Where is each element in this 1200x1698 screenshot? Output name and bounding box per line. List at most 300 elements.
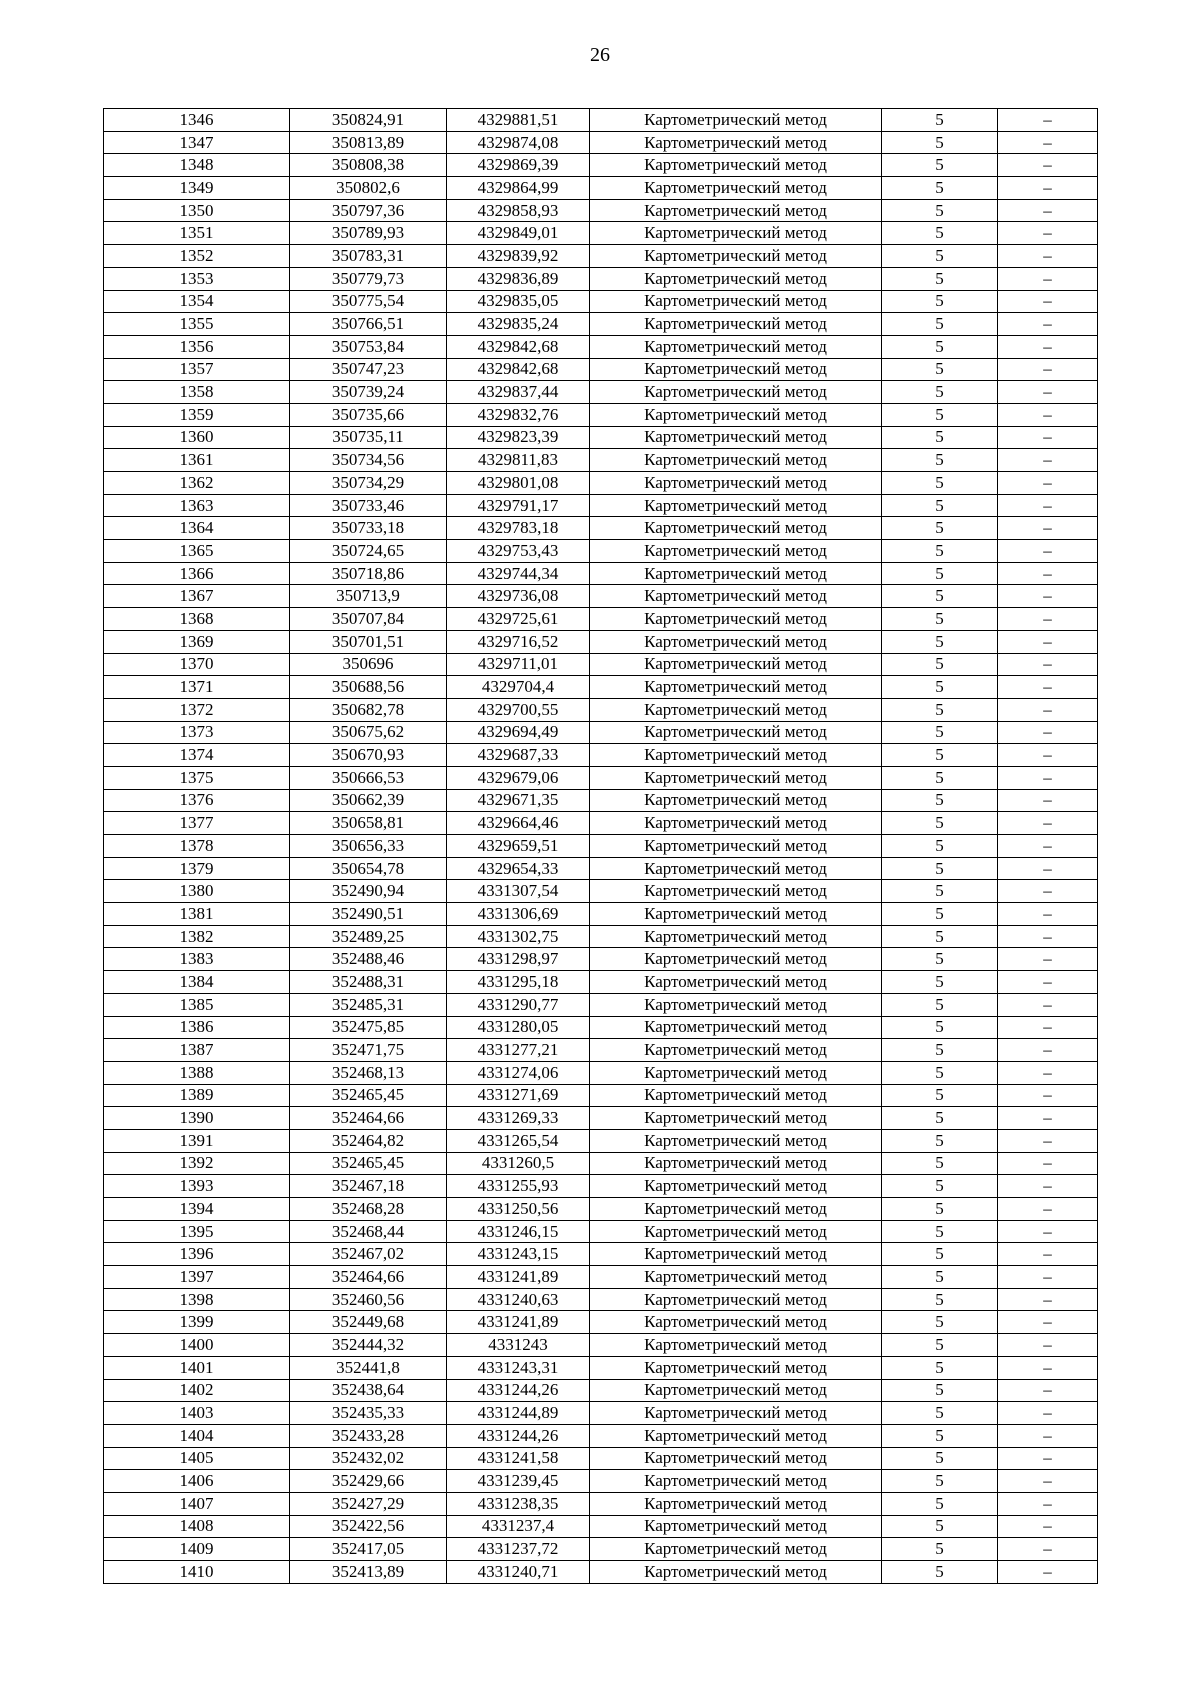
point-number-cell: 1404 bbox=[104, 1424, 290, 1447]
coordinates-table-body bbox=[104, 109, 1098, 1584]
point-number-cell: 1346 bbox=[104, 109, 290, 132]
y-coordinate-cell: 4329679,06 bbox=[447, 766, 590, 789]
y-coordinate-cell: 4329836,89 bbox=[447, 267, 590, 290]
table-row bbox=[104, 472, 1098, 495]
note-cell: – bbox=[998, 903, 1098, 926]
note-cell: – bbox=[998, 109, 1098, 132]
table-row bbox=[104, 403, 1098, 426]
y-coordinate-cell: 4331240,63 bbox=[447, 1288, 590, 1311]
accuracy-cell: 5 bbox=[882, 993, 998, 1016]
y-coordinate-cell: 4329753,43 bbox=[447, 540, 590, 563]
x-coordinate-cell: 350707,84 bbox=[290, 608, 447, 631]
point-number-cell: 1376 bbox=[104, 789, 290, 812]
table-row bbox=[104, 1424, 1098, 1447]
note-cell: – bbox=[998, 1492, 1098, 1515]
note-cell: – bbox=[998, 222, 1098, 245]
method-cell: Картометрический метод bbox=[590, 925, 882, 948]
method-cell: Картометрический метод bbox=[590, 403, 882, 426]
x-coordinate-cell: 352413,89 bbox=[290, 1561, 447, 1584]
x-coordinate-cell: 352427,29 bbox=[290, 1492, 447, 1515]
table-row bbox=[104, 1243, 1098, 1266]
note-cell: – bbox=[998, 1016, 1098, 1039]
x-coordinate-cell: 352464,82 bbox=[290, 1129, 447, 1152]
accuracy-cell: 5 bbox=[882, 1561, 998, 1584]
accuracy-cell: 5 bbox=[882, 1334, 998, 1357]
table-row bbox=[104, 1379, 1098, 1402]
accuracy-cell: 5 bbox=[882, 472, 998, 495]
method-cell: Картометрический метод bbox=[590, 1175, 882, 1198]
table-row bbox=[104, 857, 1098, 880]
y-coordinate-cell: 4331274,06 bbox=[447, 1061, 590, 1084]
method-cell: Картометрический метод bbox=[590, 1311, 882, 1334]
point-number-cell: 1406 bbox=[104, 1470, 290, 1493]
accuracy-cell: 5 bbox=[882, 1266, 998, 1289]
table-row bbox=[104, 1084, 1098, 1107]
note-cell: – bbox=[998, 1356, 1098, 1379]
note-cell: – bbox=[998, 993, 1098, 1016]
table-row bbox=[104, 1515, 1098, 1538]
note-cell: – bbox=[998, 1175, 1098, 1198]
x-coordinate-cell: 350735,11 bbox=[290, 426, 447, 449]
point-number-cell: 1410 bbox=[104, 1561, 290, 1584]
note-cell: – bbox=[998, 948, 1098, 971]
method-cell: Картометрический метод bbox=[590, 1561, 882, 1584]
table-row bbox=[104, 449, 1098, 472]
y-coordinate-cell: 4329744,34 bbox=[447, 562, 590, 585]
point-number-cell: 1373 bbox=[104, 721, 290, 744]
point-number-cell: 1383 bbox=[104, 948, 290, 971]
accuracy-cell: 5 bbox=[882, 335, 998, 358]
x-coordinate-cell: 352465,45 bbox=[290, 1152, 447, 1175]
note-cell: – bbox=[998, 472, 1098, 495]
table-row bbox=[104, 245, 1098, 268]
accuracy-cell: 5 bbox=[882, 653, 998, 676]
table-row bbox=[104, 1107, 1098, 1130]
note-cell: – bbox=[998, 1243, 1098, 1266]
accuracy-cell: 5 bbox=[882, 1243, 998, 1266]
note-cell: – bbox=[998, 1220, 1098, 1243]
y-coordinate-cell: 4329711,01 bbox=[447, 653, 590, 676]
method-cell: Картометрический метод bbox=[590, 1107, 882, 1130]
y-coordinate-cell: 4329842,68 bbox=[447, 358, 590, 381]
point-number-cell: 1381 bbox=[104, 903, 290, 926]
method-cell: Картометрический метод bbox=[590, 1492, 882, 1515]
method-cell: Картометрический метод bbox=[590, 199, 882, 222]
accuracy-cell: 5 bbox=[882, 1288, 998, 1311]
y-coordinate-cell: 4331298,97 bbox=[447, 948, 590, 971]
note-cell: – bbox=[998, 335, 1098, 358]
note-cell: – bbox=[998, 290, 1098, 313]
y-coordinate-cell: 4329783,18 bbox=[447, 517, 590, 540]
y-coordinate-cell: 4331260,5 bbox=[447, 1152, 590, 1175]
method-cell: Картометрический метод bbox=[590, 1016, 882, 1039]
note-cell: – bbox=[998, 1447, 1098, 1470]
point-number-cell: 1379 bbox=[104, 857, 290, 880]
x-coordinate-cell: 352485,31 bbox=[290, 993, 447, 1016]
point-number-cell: 1382 bbox=[104, 925, 290, 948]
x-coordinate-cell: 350797,36 bbox=[290, 199, 447, 222]
note-cell: – bbox=[998, 1470, 1098, 1493]
point-number-cell: 1380 bbox=[104, 880, 290, 903]
note-cell: – bbox=[998, 562, 1098, 585]
x-coordinate-cell: 352449,68 bbox=[290, 1311, 447, 1334]
accuracy-cell: 5 bbox=[882, 585, 998, 608]
x-coordinate-cell: 352433,28 bbox=[290, 1424, 447, 1447]
table-row bbox=[104, 880, 1098, 903]
accuracy-cell: 5 bbox=[882, 517, 998, 540]
method-cell: Картометрический метод bbox=[590, 971, 882, 994]
y-coordinate-cell: 4329835,24 bbox=[447, 313, 590, 336]
y-coordinate-cell: 4331269,33 bbox=[447, 1107, 590, 1130]
y-coordinate-cell: 4331280,05 bbox=[447, 1016, 590, 1039]
x-coordinate-cell: 352488,46 bbox=[290, 948, 447, 971]
point-number-cell: 1366 bbox=[104, 562, 290, 585]
y-coordinate-cell: 4331244,26 bbox=[447, 1379, 590, 1402]
y-coordinate-cell: 4331255,93 bbox=[447, 1175, 590, 1198]
method-cell: Картометрический метод bbox=[590, 1220, 882, 1243]
y-coordinate-cell: 4331306,69 bbox=[447, 903, 590, 926]
y-coordinate-cell: 4331271,69 bbox=[447, 1084, 590, 1107]
y-coordinate-cell: 4331243 bbox=[447, 1334, 590, 1357]
y-coordinate-cell: 4329874,08 bbox=[447, 131, 590, 154]
point-number-cell: 1372 bbox=[104, 698, 290, 721]
method-cell: Картометрический метод bbox=[590, 1198, 882, 1221]
accuracy-cell: 5 bbox=[882, 608, 998, 631]
accuracy-cell: 5 bbox=[882, 381, 998, 404]
table-row bbox=[104, 835, 1098, 858]
accuracy-cell: 5 bbox=[882, 177, 998, 200]
point-number-cell: 1401 bbox=[104, 1356, 290, 1379]
point-number-cell: 1374 bbox=[104, 744, 290, 767]
table-row bbox=[104, 925, 1098, 948]
accuracy-cell: 5 bbox=[882, 222, 998, 245]
method-cell: Картометрический метод bbox=[590, 222, 882, 245]
accuracy-cell: 5 bbox=[882, 154, 998, 177]
accuracy-cell: 5 bbox=[882, 857, 998, 880]
note-cell: – bbox=[998, 381, 1098, 404]
point-number-cell: 1385 bbox=[104, 993, 290, 1016]
note-cell: – bbox=[998, 1538, 1098, 1561]
x-coordinate-cell: 350779,73 bbox=[290, 267, 447, 290]
x-coordinate-cell: 350666,53 bbox=[290, 766, 447, 789]
x-coordinate-cell: 352417,05 bbox=[290, 1538, 447, 1561]
page-number: 26 bbox=[590, 44, 610, 66]
coordinates-table bbox=[103, 108, 1098, 1584]
x-coordinate-cell: 350682,78 bbox=[290, 698, 447, 721]
point-number-cell: 1387 bbox=[104, 1039, 290, 1062]
point-number-cell: 1408 bbox=[104, 1515, 290, 1538]
method-cell: Картометрический метод bbox=[590, 1084, 882, 1107]
method-cell: Картометрический метод bbox=[590, 948, 882, 971]
point-number-cell: 1368 bbox=[104, 608, 290, 631]
table-row bbox=[104, 993, 1098, 1016]
x-coordinate-cell: 350656,33 bbox=[290, 835, 447, 858]
method-cell: Картометрический метод bbox=[590, 1129, 882, 1152]
accuracy-cell: 5 bbox=[882, 1424, 998, 1447]
accuracy-cell: 5 bbox=[882, 403, 998, 426]
note-cell: – bbox=[998, 1561, 1098, 1584]
method-cell: Картометрический метод bbox=[590, 585, 882, 608]
table-row bbox=[104, 653, 1098, 676]
table-row bbox=[104, 698, 1098, 721]
x-coordinate-cell: 350739,24 bbox=[290, 381, 447, 404]
method-cell: Картометрический метод bbox=[590, 1379, 882, 1402]
table-row bbox=[104, 1288, 1098, 1311]
method-cell: Картометрический метод bbox=[590, 245, 882, 268]
method-cell: Картометрический метод bbox=[590, 131, 882, 154]
point-number-cell: 1398 bbox=[104, 1288, 290, 1311]
note-cell: – bbox=[998, 517, 1098, 540]
accuracy-cell: 5 bbox=[882, 449, 998, 472]
x-coordinate-cell: 352432,02 bbox=[290, 1447, 447, 1470]
accuracy-cell: 5 bbox=[882, 812, 998, 835]
table-row bbox=[104, 1447, 1098, 1470]
y-coordinate-cell: 4329671,35 bbox=[447, 789, 590, 812]
x-coordinate-cell: 350713,9 bbox=[290, 585, 447, 608]
y-coordinate-cell: 4329704,4 bbox=[447, 676, 590, 699]
x-coordinate-cell: 352435,33 bbox=[290, 1402, 447, 1425]
note-cell: – bbox=[998, 744, 1098, 767]
method-cell: Картометрический метод bbox=[590, 1266, 882, 1289]
y-coordinate-cell: 4329716,52 bbox=[447, 630, 590, 653]
table-row bbox=[104, 562, 1098, 585]
x-coordinate-cell: 352468,13 bbox=[290, 1061, 447, 1084]
table-row bbox=[104, 154, 1098, 177]
table-row bbox=[104, 1334, 1098, 1357]
accuracy-cell: 5 bbox=[882, 1129, 998, 1152]
table-row bbox=[104, 1129, 1098, 1152]
note-cell: – bbox=[998, 1061, 1098, 1084]
method-cell: Картометрический метод bbox=[590, 1039, 882, 1062]
y-coordinate-cell: 4331246,15 bbox=[447, 1220, 590, 1243]
accuracy-cell: 5 bbox=[882, 1107, 998, 1130]
y-coordinate-cell: 4329801,08 bbox=[447, 472, 590, 495]
accuracy-cell: 5 bbox=[882, 1061, 998, 1084]
x-coordinate-cell: 350733,18 bbox=[290, 517, 447, 540]
point-number-cell: 1369 bbox=[104, 630, 290, 653]
note-cell: – bbox=[998, 835, 1098, 858]
note-cell: – bbox=[998, 1084, 1098, 1107]
y-coordinate-cell: 4329839,92 bbox=[447, 245, 590, 268]
accuracy-cell: 5 bbox=[882, 971, 998, 994]
accuracy-cell: 5 bbox=[882, 676, 998, 699]
accuracy-cell: 5 bbox=[882, 1039, 998, 1062]
table-row bbox=[104, 1220, 1098, 1243]
y-coordinate-cell: 4331240,71 bbox=[447, 1561, 590, 1584]
point-number-cell: 1356 bbox=[104, 335, 290, 358]
y-coordinate-cell: 4331237,4 bbox=[447, 1515, 590, 1538]
accuracy-cell: 5 bbox=[882, 1220, 998, 1243]
x-coordinate-cell: 350824,91 bbox=[290, 109, 447, 132]
method-cell: Картометрический метод bbox=[590, 766, 882, 789]
y-coordinate-cell: 4329654,33 bbox=[447, 857, 590, 880]
method-cell: Картометрический метод bbox=[590, 1288, 882, 1311]
x-coordinate-cell: 350813,89 bbox=[290, 131, 447, 154]
point-number-cell: 1378 bbox=[104, 835, 290, 858]
accuracy-cell: 5 bbox=[882, 1152, 998, 1175]
y-coordinate-cell: 4331290,77 bbox=[447, 993, 590, 1016]
accuracy-cell: 5 bbox=[882, 199, 998, 222]
accuracy-cell: 5 bbox=[882, 1447, 998, 1470]
y-coordinate-cell: 4331295,18 bbox=[447, 971, 590, 994]
note-cell: – bbox=[998, 676, 1098, 699]
table-row bbox=[104, 630, 1098, 653]
y-coordinate-cell: 4329835,05 bbox=[447, 290, 590, 313]
method-cell: Картометрический метод bbox=[590, 381, 882, 404]
accuracy-cell: 5 bbox=[882, 766, 998, 789]
point-number-cell: 1409 bbox=[104, 1538, 290, 1561]
y-coordinate-cell: 4329694,49 bbox=[447, 721, 590, 744]
point-number-cell: 1362 bbox=[104, 472, 290, 495]
point-number-cell: 1392 bbox=[104, 1152, 290, 1175]
note-cell: – bbox=[998, 177, 1098, 200]
method-cell: Картометрический метод bbox=[590, 903, 882, 926]
x-coordinate-cell: 352464,66 bbox=[290, 1266, 447, 1289]
method-cell: Картометрический метод bbox=[590, 313, 882, 336]
accuracy-cell: 5 bbox=[882, 744, 998, 767]
method-cell: Картометрический метод bbox=[590, 1061, 882, 1084]
point-number-cell: 1353 bbox=[104, 267, 290, 290]
accuracy-cell: 5 bbox=[882, 1016, 998, 1039]
accuracy-cell: 5 bbox=[882, 1402, 998, 1425]
x-coordinate-cell: 350733,46 bbox=[290, 494, 447, 517]
accuracy-cell: 5 bbox=[882, 1356, 998, 1379]
x-coordinate-cell: 350696 bbox=[290, 653, 447, 676]
accuracy-cell: 5 bbox=[882, 948, 998, 971]
x-coordinate-cell: 350662,39 bbox=[290, 789, 447, 812]
accuracy-cell: 5 bbox=[882, 721, 998, 744]
point-number-cell: 1393 bbox=[104, 1175, 290, 1198]
method-cell: Картометрический метод bbox=[590, 698, 882, 721]
table-row bbox=[104, 540, 1098, 563]
note-cell: – bbox=[998, 789, 1098, 812]
accuracy-cell: 5 bbox=[882, 1470, 998, 1493]
method-cell: Картометрический метод bbox=[590, 880, 882, 903]
point-number-cell: 1351 bbox=[104, 222, 290, 245]
x-coordinate-cell: 352471,75 bbox=[290, 1039, 447, 1062]
note-cell: – bbox=[998, 540, 1098, 563]
method-cell: Картометрический метод bbox=[590, 177, 882, 200]
accuracy-cell: 5 bbox=[882, 245, 998, 268]
y-coordinate-cell: 4331302,75 bbox=[447, 925, 590, 948]
accuracy-cell: 5 bbox=[882, 1492, 998, 1515]
accuracy-cell: 5 bbox=[882, 835, 998, 858]
x-coordinate-cell: 352490,51 bbox=[290, 903, 447, 926]
table-row bbox=[104, 1402, 1098, 1425]
accuracy-cell: 5 bbox=[882, 1311, 998, 1334]
method-cell: Картометрический метод bbox=[590, 721, 882, 744]
method-cell: Картометрический метод bbox=[590, 494, 882, 517]
x-coordinate-cell: 350724,65 bbox=[290, 540, 447, 563]
table-row bbox=[104, 222, 1098, 245]
x-coordinate-cell: 352468,28 bbox=[290, 1198, 447, 1221]
note-cell: – bbox=[998, 1129, 1098, 1152]
method-cell: Картометрический метод bbox=[590, 1538, 882, 1561]
y-coordinate-cell: 4329832,76 bbox=[447, 403, 590, 426]
note-cell: – bbox=[998, 653, 1098, 676]
table-row bbox=[104, 1470, 1098, 1493]
table-row bbox=[104, 1175, 1098, 1198]
method-cell: Картометрический метод bbox=[590, 1447, 882, 1470]
table-row bbox=[104, 517, 1098, 540]
method-cell: Картометрический метод bbox=[590, 653, 882, 676]
accuracy-cell: 5 bbox=[882, 109, 998, 132]
y-coordinate-cell: 4331243,31 bbox=[447, 1356, 590, 1379]
x-coordinate-cell: 352467,18 bbox=[290, 1175, 447, 1198]
method-cell: Картометрический метод bbox=[590, 1334, 882, 1357]
y-coordinate-cell: 4329659,51 bbox=[447, 835, 590, 858]
point-number-cell: 1365 bbox=[104, 540, 290, 563]
table-row bbox=[104, 109, 1098, 132]
table-row bbox=[104, 1061, 1098, 1084]
note-cell: – bbox=[998, 971, 1098, 994]
note-cell: – bbox=[998, 426, 1098, 449]
table-row bbox=[104, 903, 1098, 926]
x-coordinate-cell: 352429,66 bbox=[290, 1470, 447, 1493]
x-coordinate-cell: 350808,38 bbox=[290, 154, 447, 177]
method-cell: Картометрический метод bbox=[590, 789, 882, 812]
method-cell: Картометрический метод bbox=[590, 562, 882, 585]
x-coordinate-cell: 352489,25 bbox=[290, 925, 447, 948]
accuracy-cell: 5 bbox=[882, 540, 998, 563]
method-cell: Картометрический метод bbox=[590, 993, 882, 1016]
point-number-cell: 1360 bbox=[104, 426, 290, 449]
note-cell: – bbox=[998, 1152, 1098, 1175]
y-coordinate-cell: 4331307,54 bbox=[447, 880, 590, 903]
table-row bbox=[104, 199, 1098, 222]
point-number-cell: 1371 bbox=[104, 676, 290, 699]
point-number-cell: 1375 bbox=[104, 766, 290, 789]
table-row bbox=[104, 676, 1098, 699]
y-coordinate-cell: 4331244,89 bbox=[447, 1402, 590, 1425]
note-cell: – bbox=[998, 925, 1098, 948]
table-row bbox=[104, 426, 1098, 449]
accuracy-cell: 5 bbox=[882, 290, 998, 313]
table-row bbox=[104, 1266, 1098, 1289]
method-cell: Картометрический метод bbox=[590, 517, 882, 540]
point-number-cell: 1350 bbox=[104, 199, 290, 222]
table-row bbox=[104, 177, 1098, 200]
method-cell: Картометрический метод bbox=[590, 1470, 882, 1493]
accuracy-cell: 5 bbox=[882, 1198, 998, 1221]
y-coordinate-cell: 4331277,21 bbox=[447, 1039, 590, 1062]
point-number-cell: 1389 bbox=[104, 1084, 290, 1107]
y-coordinate-cell: 4329664,46 bbox=[447, 812, 590, 835]
accuracy-cell: 5 bbox=[882, 789, 998, 812]
x-coordinate-cell: 350675,62 bbox=[290, 721, 447, 744]
y-coordinate-cell: 4331250,56 bbox=[447, 1198, 590, 1221]
note-cell: – bbox=[998, 1334, 1098, 1357]
x-coordinate-cell: 350766,51 bbox=[290, 313, 447, 336]
y-coordinate-cell: 4331238,35 bbox=[447, 1492, 590, 1515]
point-number-cell: 1367 bbox=[104, 585, 290, 608]
y-coordinate-cell: 4329842,68 bbox=[447, 335, 590, 358]
x-coordinate-cell: 350688,56 bbox=[290, 676, 447, 699]
accuracy-cell: 5 bbox=[882, 494, 998, 517]
method-cell: Картометрический метод bbox=[590, 154, 882, 177]
table-row bbox=[104, 721, 1098, 744]
accuracy-cell: 5 bbox=[882, 131, 998, 154]
point-number-cell: 1377 bbox=[104, 812, 290, 835]
note-cell: – bbox=[998, 313, 1098, 336]
note-cell: – bbox=[998, 1515, 1098, 1538]
note-cell: – bbox=[998, 494, 1098, 517]
point-number-cell: 1402 bbox=[104, 1379, 290, 1402]
point-number-cell: 1370 bbox=[104, 653, 290, 676]
accuracy-cell: 5 bbox=[882, 925, 998, 948]
y-coordinate-cell: 4329700,55 bbox=[447, 698, 590, 721]
accuracy-cell: 5 bbox=[882, 358, 998, 381]
